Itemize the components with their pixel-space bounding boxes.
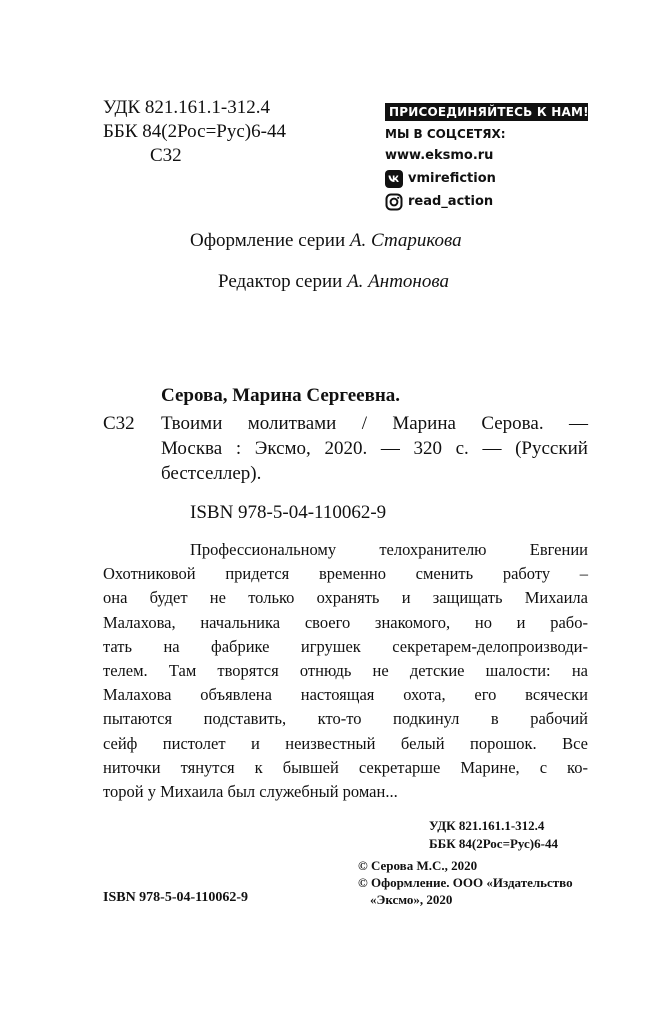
annotation-line (103, 780, 588, 804)
annotation-line (103, 707, 588, 731)
word: только (248, 588, 295, 608)
word: ниточки (103, 757, 161, 777)
word: — (482, 438, 502, 459)
word: – (579, 564, 588, 584)
word: работу (502, 564, 551, 584)
word: в (490, 709, 499, 729)
word: Марине, (460, 757, 520, 777)
series-design-credit (190, 229, 462, 253)
author-sign: С32 (150, 145, 182, 166)
word: на (163, 636, 180, 656)
word: рабочий (530, 709, 588, 729)
word: Малахова (103, 685, 172, 705)
word: и (401, 588, 411, 608)
annotation-line (103, 683, 588, 707)
word: охота, (403, 685, 446, 705)
annotation-line (103, 611, 588, 635)
copyright-design: © Оформление. ООО «Издательство (358, 875, 573, 890)
word: на (571, 661, 588, 681)
word: тянутся (180, 757, 235, 777)
word: тать (103, 636, 133, 656)
word: Малахова, (103, 612, 176, 632)
editor-label: Редактор серии (218, 271, 343, 292)
social-subtitle: МЫ В СОЦСЕТЯХ: (385, 127, 506, 141)
word: телем. (103, 661, 148, 681)
word: игрушек (300, 636, 361, 656)
series-editor-credit (218, 270, 449, 294)
word: рабо- (550, 612, 588, 632)
annotation (103, 538, 588, 804)
word: секретарше (358, 757, 441, 777)
word: не (209, 588, 226, 608)
word: Евгении (529, 540, 588, 559)
vk-link[interactable] (385, 167, 588, 190)
entry-line-2 (161, 436, 588, 461)
word: Москва (161, 438, 223, 459)
word: всячески (525, 685, 588, 705)
word: секретарем-делопроизводи- (392, 636, 588, 656)
word: охранять (316, 588, 380, 608)
word: его (474, 685, 497, 705)
word: настоящая (300, 685, 375, 705)
annotation-line (103, 635, 588, 659)
word: шалости: (485, 661, 551, 681)
word: временно (318, 564, 386, 584)
word: Михаила (524, 588, 588, 608)
footer-udk: УДК 821.161.1-312.4 (429, 818, 545, 833)
word: но (474, 612, 492, 632)
word: фабрике (211, 636, 270, 656)
word: придется (225, 564, 290, 584)
word: — (380, 438, 400, 459)
word: к (254, 757, 263, 777)
annotation-line (103, 586, 588, 610)
word: Серова. (481, 413, 544, 434)
classification-block (103, 96, 286, 168)
udk-code: УДК 821.161.1-312.4 (103, 97, 270, 118)
word: с. (455, 438, 469, 459)
design-name: А. Старикова (349, 230, 462, 251)
instagram-link[interactable] (385, 190, 588, 213)
word: Марина (392, 413, 456, 434)
word: пистолет (162, 733, 226, 753)
word: начальника (200, 612, 281, 632)
word: кто-то (317, 709, 362, 729)
word: она (103, 588, 128, 608)
annotation-line (103, 756, 588, 780)
social-block (385, 103, 588, 213)
entry-code: С32 (103, 413, 135, 434)
join-us-banner: ПРИСОЕДИНЯЙТЕСЬ К НАМ! (385, 103, 588, 121)
word: Твоими (161, 413, 223, 434)
word: детские (409, 661, 465, 681)
word: : (235, 438, 242, 459)
website-link[interactable]: www.eksmo.ru (385, 148, 494, 163)
bbk-code: ББК 84(2Рос=Рус)6-44 (103, 121, 286, 142)
word: защищать (432, 588, 503, 608)
word: подкинул (392, 709, 460, 729)
word: Профессиональному (190, 540, 337, 559)
word: бывшей (282, 757, 339, 777)
word: пытаются (103, 709, 173, 729)
annotation-line (103, 562, 588, 586)
copyright-author: © Серова М.С., 2020 (358, 858, 478, 873)
annotation-line (103, 659, 588, 683)
word: сейф (103, 733, 138, 753)
word: Эксмо, (254, 438, 311, 459)
annotation-line (103, 538, 588, 562)
word: 320 (413, 438, 442, 459)
word: сменить (415, 564, 474, 584)
word: отнюдь (299, 661, 352, 681)
word: и (251, 733, 260, 753)
entry-author: Серова, Марина Сергеевна. (161, 385, 401, 406)
word: Охотниковой (103, 564, 196, 584)
copyright-block (358, 857, 573, 908)
word: Все (562, 733, 588, 753)
word: торой у Михаила был служебный роман... (103, 782, 398, 802)
word: объявлена (200, 685, 272, 705)
word: / (361, 413, 367, 434)
word: неизвестный (285, 733, 376, 753)
word: не (372, 661, 389, 681)
vk-handle: vmirefiction (408, 171, 496, 186)
design-label: Оформление серии (190, 230, 346, 251)
word: с (539, 757, 548, 777)
editor-name: А. Антонова (347, 271, 449, 292)
word: подставить, (203, 709, 287, 729)
word: молитвами (247, 413, 337, 434)
word: знакомого, (374, 612, 451, 632)
entry-line-3: бестселлер). (161, 463, 262, 484)
footer-bbk: ББК 84(2Рос=Рус)6-44 (429, 836, 558, 851)
vk-icon (385, 170, 403, 188)
word: и (516, 612, 526, 632)
footer-classification (429, 817, 558, 853)
annotation-line (103, 732, 588, 756)
word: (Русский (515, 438, 588, 459)
word: телохранителю (379, 540, 487, 559)
word: 2020. (324, 438, 368, 459)
word: творятся (217, 661, 279, 681)
entry-isbn: ISBN 978-5-04-110062-9 (190, 502, 387, 523)
entry-line-1 (161, 411, 588, 436)
word: своего (304, 612, 351, 632)
word: будет (149, 588, 188, 608)
word: белый (400, 733, 445, 753)
instagram-icon (385, 193, 403, 211)
word: — (568, 413, 588, 434)
entry-description (161, 411, 588, 486)
footer-isbn: ISBN 978-5-04-110062-9 (103, 890, 249, 905)
word: порошок. (469, 733, 537, 753)
copyright-publisher: «Эксмо», 2020 (370, 892, 453, 907)
instagram-handle: read_action (408, 194, 494, 209)
word: ко- (567, 757, 588, 777)
word: Там (168, 661, 197, 681)
